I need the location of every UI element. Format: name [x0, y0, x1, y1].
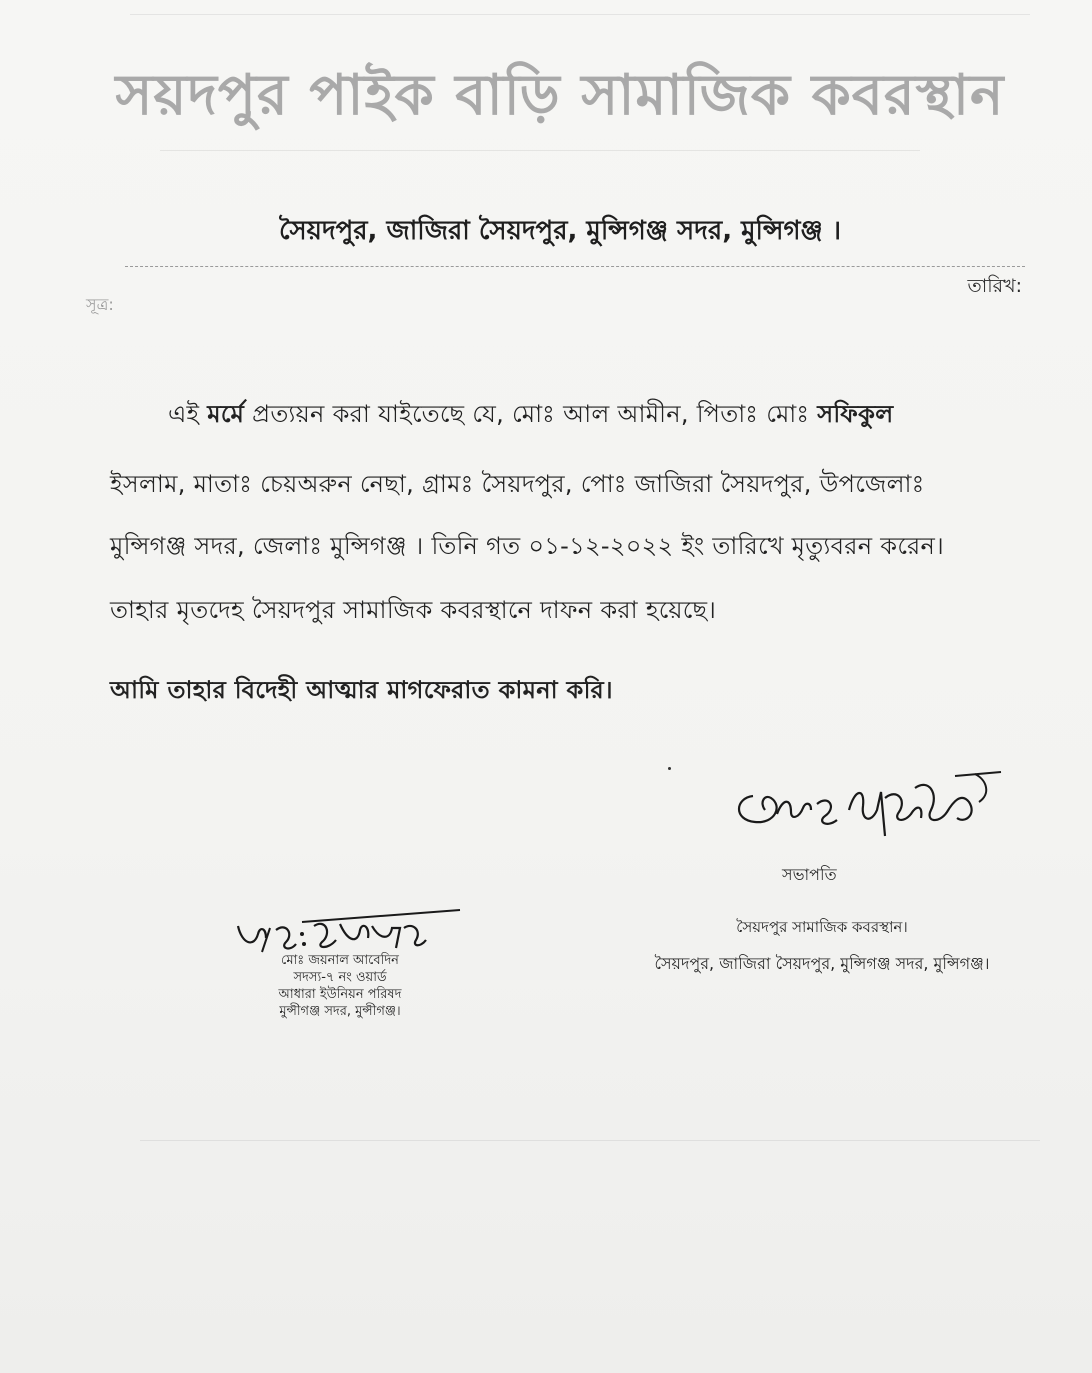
paper-texture [140, 1140, 1040, 1141]
letterhead-title: সয়দপুর পাইক বাড়ি সামাজিক কবরস্থান [115, 63, 1005, 128]
certificate-text: এই [168, 400, 208, 428]
president-details [612, 916, 1032, 978]
organization-address: সৈয়দপুর, জাজিরা সৈয়দপুর, মুন্সিগঞ্জ সদর, মুন্সিগঞ্জ। [654, 954, 990, 973]
certificate-line-3: মুন্সিগঞ্জ সদর, জেলাঃ মুন্সিগঞ্জ । তিনি গত ০১-১২-২০২২ ইং তারিখে মৃত্যুবরন করেন। [110, 532, 945, 560]
certificate-text: মর্মে [207, 400, 245, 428]
date-label: তারিখ: [967, 275, 1022, 297]
president-signature [725, 758, 1005, 854]
certificate-line-2: ইসলাম, মাতাঃ চেয়অরুন নেছা, গ্রামঃ সৈয়দপুর, পোঃ জাজিরা সৈয়দপুর, উপজেলাঃ [110, 470, 925, 498]
president-title: সভাপতি [782, 865, 837, 884]
letterhead-address: সৈয়দপুর, জাজিরা সৈয়দপুর, মুন্সিগঞ্জ সদর, মুন্সিগঞ্জ । [278, 216, 842, 246]
certificate-text: প্রত্যয়ন করা যাইতেছে যে, মোঃ আল আমীন, পিতাঃ মোঃ [244, 400, 818, 428]
ink-dot [668, 767, 671, 770]
paper-texture [160, 150, 920, 151]
reference-label: সূত্র: [86, 295, 114, 314]
paper-texture [130, 14, 1030, 15]
member-name: মোঃ জয়নাল আবেদিন [281, 953, 399, 968]
member-details [215, 952, 465, 1020]
header-divider [125, 266, 1025, 267]
certificate-text: সফিকুল [817, 400, 894, 428]
member-position: সদস্য-৭ নং ওয়ার্ড [293, 970, 387, 985]
member-area: মুন্সীগঞ্জ সদর, মুন্সীগঞ্জ। [279, 1004, 401, 1019]
organization-name: সৈয়দপুর সামাজিক কবরস্থান। [736, 918, 908, 936]
member-council: আধারা ইউনিয়ন পরিষদ [278, 987, 402, 1002]
prayer-line: আমি তাহার বিদেহী আত্মার মাগফেরাত কামনা করি। [110, 676, 613, 704]
member-signature [232, 904, 462, 956]
certificate-line-4: তাহার মৃতদেহ সৈয়দপুর সামাজিক কবরস্থানে দাফন করা হয়েছে। [110, 596, 717, 624]
certificate-line-1 [168, 396, 1030, 436]
